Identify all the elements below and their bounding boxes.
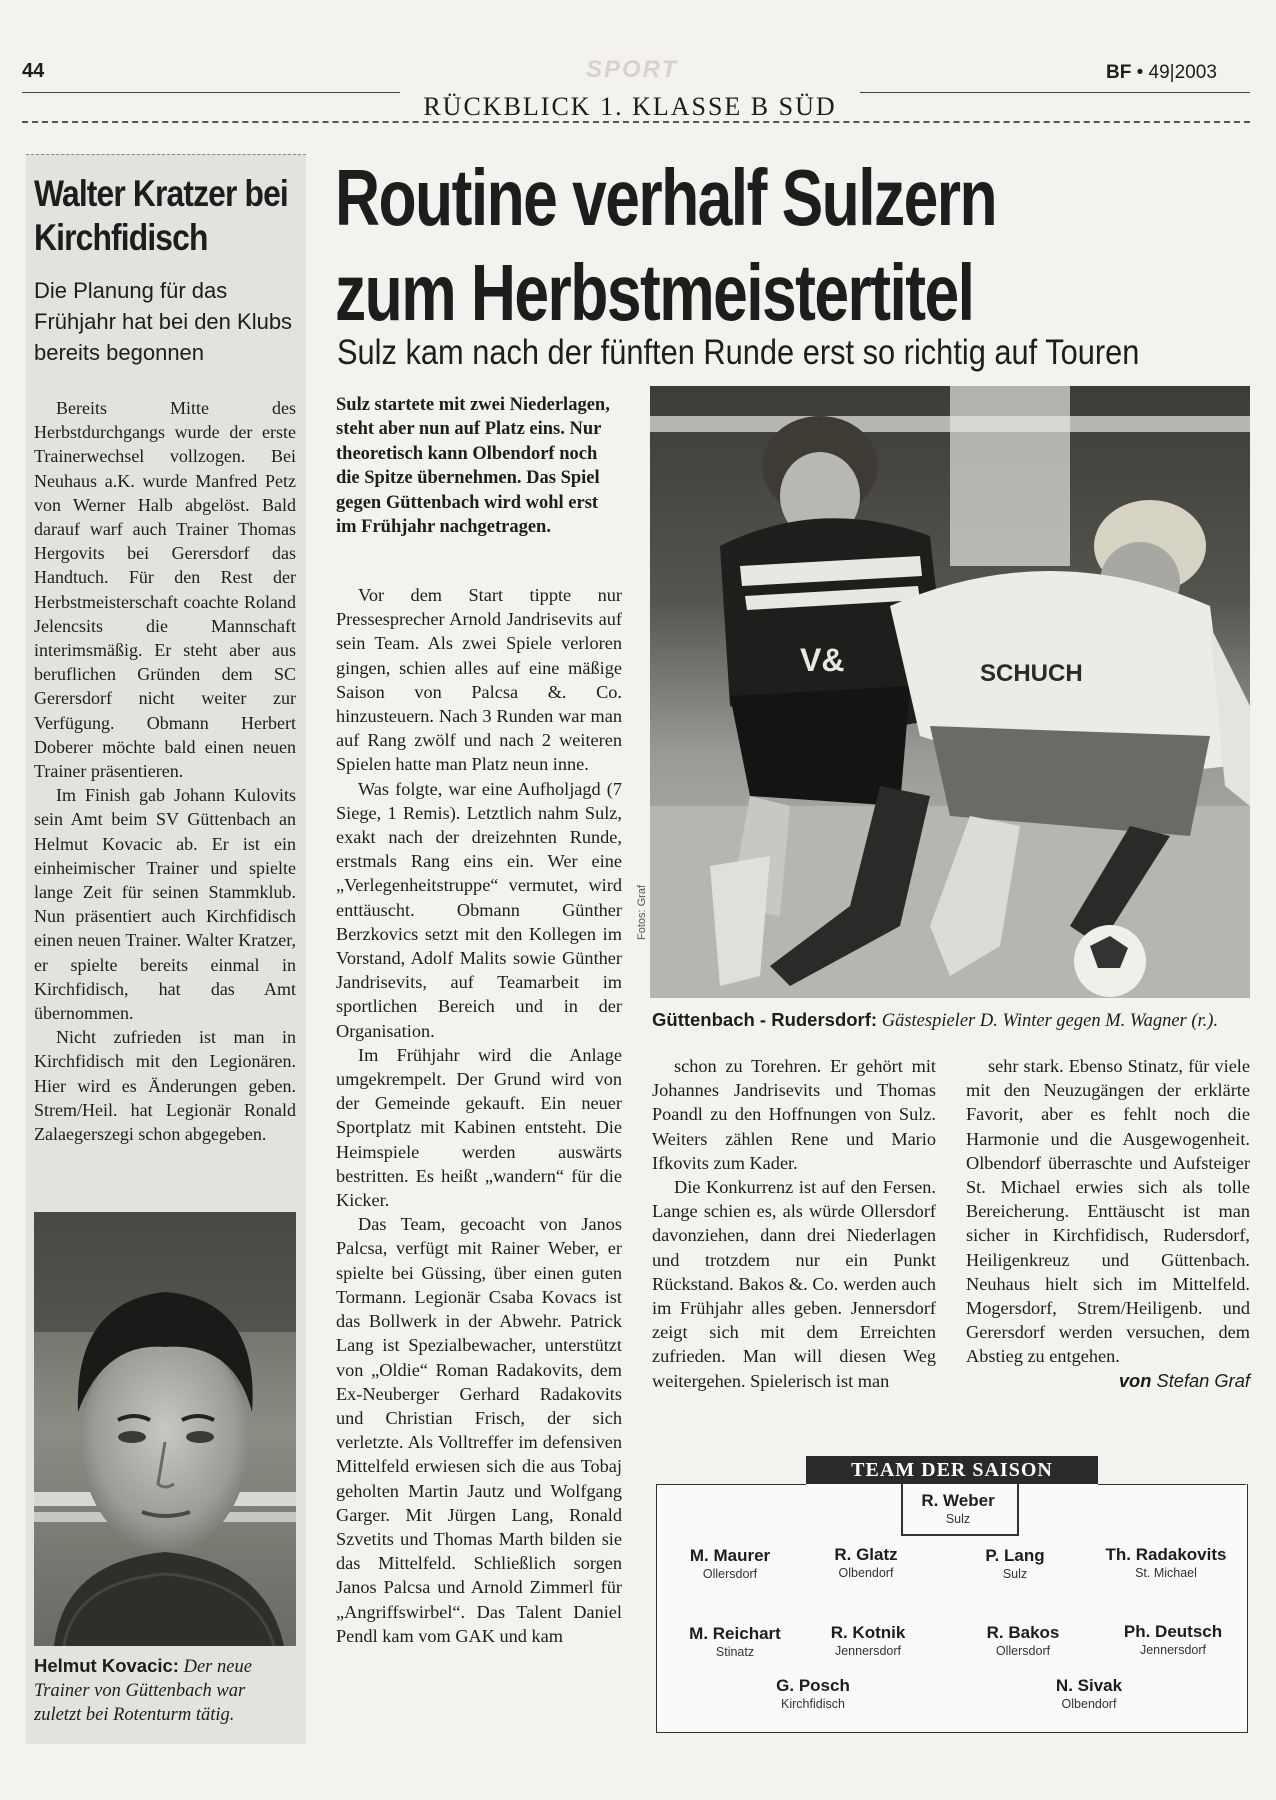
publication-name: BF <box>1106 62 1132 83</box>
article-paragraph: sehr stark. Ebenso Stinatz, für viele mit den Neuzugängen der erklärte Favorit, aber es fehlt noch die Harmonie und die Ausgewogenheit. Olbendorf überraschte und Aufsteiger St. Michael erwies sich als tolle Bereicherung. Enttäuscht ist man sicher in Kirchfidisch, Rudersdorf, Heiligenkreuz und Güttenbach. Neuhaus hielt sich im Mittelfeld. Mogersdorf, Strem/Heiligenb. und Gerersdorf werden versuchen, dem Abstieg zu entgehen. <box>966 1056 1250 1367</box>
photo-caption-name: Güttenbach - Rudersdorf: <box>652 1009 878 1030</box>
portrait-photo <box>34 1212 296 1646</box>
article-paragraph: Das Team, gecoacht von Janos Palcsa, verfügt mit Rainer Weber, er spielte bei Güssing, über einen guten Tormann. Legionär Csaba Kovacs ist das Bollwerk in der Abwehr. Patrick Lang ist Spezialbewacher, unterstützt von „Oldie“ Roman Radakovits, dem Ex-Neuberger Gerhard Radakovits und Christian Frisch, der sich verletzte. Als Volltreffer im defensiven Mittelfeld erwiesen sich die aus Tobaj geholten Martin Jautz und Wolfgang Garger. Mit Jürgen Lang, Ronald Szvetits und Thomas Marth bilden sie das Mittelfeld. Schließlich sorgen Janos Palcsa und Arnold Zimmerl für „Angriffswirbel“. Das Talent Daniel Pendl kam vom GAK und kam <box>336 1214 622 1646</box>
player-name: M. Maurer <box>689 1546 771 1565</box>
team-player <box>940 1546 1090 1582</box>
article-paragraph: Die Konkurrenz ist auf den Fersen. Lange schien es, als würde Ollersdorf davonziehen, dann drei Niederlagen und trotzdem nur ein Punkt Rückstand. Bakos &. Co. werden auch im Frühjahr alles geben. Jennersdorf zeigt sich mit dem Erreichten zufrieden. Man will diesen Weg weitergehen. Spielerisch ist man <box>652 1177 936 1391</box>
player-name: R. Weber <box>921 1491 995 1510</box>
article-paragraph: Im Frühjahr wird die Anlage umgekrempelt. Der Grund wird von der Gemeinde gekauft. Ein neuer Sportplatz mit Kabinen entsteht. Die Heimspiele werden auswärts bestritten. Es heißt „wandern“ für die Kicker. <box>336 1044 622 1211</box>
article-paragraph: Vor dem Start tippte nur Pressesprecher Arnold Jandrisevits auf sein Team. Als zwei Spiele verloren gingen, schien alles auf eine mäßige Saison von Palcsa &. Co. hinzusteuern. Nach 3 Runden war man auf Rang zwölf und nach 2 weiteren Spielen hatte man Platz neun inne. <box>336 585 622 775</box>
player-name: G. Posch <box>776 1676 850 1695</box>
issue-info <box>1106 62 1217 84</box>
team-box-border <box>656 1484 806 1485</box>
author-byline <box>966 1369 1250 1393</box>
team-player <box>791 1545 941 1581</box>
team-box-border <box>1098 1484 1246 1485</box>
article-paragraph: Was folgte, war eine Aufholjagd (7 Siege, 1 Remis). Letztlich nahm Sulz, exakt nach der dreizehnten Runde, erstmals Rang eins ein. Wer eine „Verlegenheitstruppe“ vermutet, wird enttäuscht. Obmann Günther Berzkovics setzt mit den Kollegen im Vorstand, Adolf Malits sowie Günther Jandrisevits, auf Teamarbeit im sportlichen Bereich und in der Organisation. <box>336 778 622 1041</box>
sidebar-title: Walter Kratzer bei Kirchfidisch <box>34 173 288 258</box>
team-player <box>738 1676 888 1712</box>
section-label: SPORT <box>586 56 679 83</box>
player-name: M. Reichart <box>689 1624 781 1643</box>
player-club: Olbendorf <box>838 1566 894 1580</box>
page-number: 44 <box>22 60 45 82</box>
photo-caption-text: Gästespieler D. Winter gegen M. Wagner (r.). <box>881 1011 1219 1031</box>
team-player <box>660 1624 810 1660</box>
article-column-3 <box>966 1054 1250 1393</box>
sidebar-body <box>34 396 296 1146</box>
sidebar-paragraph: Bereits Mitte des Herbstdurchgangs wurde der erste Trainerwechsel vollzogen. Bei Neuhaus a.K. wurde Manfred Petz von Werner Halb abgelöst. Bald darauf warf auch Trainer Thomas Hergovits bei Gerersdorf das Handtuch. Für den Rest der Herbstmeisterschaft coachte Roland Jelencsits die Mannschaft interimsmäßig. Er steht aber aus beruflichen Gründen dem SC Gerersdorf nicht weiter zur Verfügung. Obmann Herbert Doberer möchte bald einen neuen Trainer präsentieren. <box>34 398 296 782</box>
player-name: P. Lang <box>985 1546 1045 1565</box>
player-club: Sulz <box>945 1512 971 1526</box>
player-club: Ollersdorf <box>702 1567 758 1581</box>
bullet-separator: • <box>1136 62 1149 83</box>
photo-caption <box>652 1008 1252 1033</box>
player-name: Th. Radakovits <box>1105 1545 1227 1564</box>
kicker: RÜCKBLICK 1. KLASSE B SÜD <box>400 92 860 122</box>
player-club: Stinatz <box>715 1645 755 1659</box>
sidebar-paragraph: Nicht zufrieden ist man in Kirchfidisch mit den Legionären. Hier wird es Änderungen geben. Strem/Heil. hat Legionär Ronald Zalaegerszegi schon abgegeben. <box>34 1027 296 1145</box>
svg-text:V&: V& <box>800 642 845 678</box>
team-player <box>1091 1545 1241 1581</box>
player-name: N. Sivak <box>1055 1676 1123 1695</box>
team-player <box>1014 1676 1164 1712</box>
player-club: Olbendorf <box>1061 1697 1117 1711</box>
team-player <box>883 1491 1033 1527</box>
player-name: R. Kotnik <box>830 1623 906 1642</box>
portrait-caption-name: Helmut Kovacic: <box>34 1655 179 1676</box>
player-club: St. Michael <box>1135 1566 1197 1580</box>
portrait-caption <box>34 1654 296 1727</box>
team-player <box>948 1623 1098 1659</box>
headline-line: Routine verhalf Sulzern <box>335 153 997 242</box>
team-box-title: TEAM DER SAISON <box>806 1456 1098 1484</box>
player-club: Sulz <box>1002 1567 1028 1581</box>
team-player <box>793 1623 943 1659</box>
player-name: R. Glatz <box>834 1545 898 1564</box>
sidebar-paragraph: Im Finish gab Johann Kulovits sein Amt beim SV Güttenbach an Helmut Kovacic ab. Er ist ein einheimischer Trainer und spielte lange Zeit für seinen Stammklub. Nun präsentiert auch Kirchfidisch einen neuen Trainer. Walter Kratzer, er spielte bereits einmal in Kirchfidisch, hat das Amt übernommen. <box>34 785 296 1024</box>
article-paragraph: schon zu Torehren. Er gehört mit Johannes Jandrisevits und Thomas Poandl zu den Hoffnungen von Sulz. Weiters zählen Rene und Mario Ifkovits zum Kader. <box>652 1056 936 1173</box>
player-club: Jennersdorf <box>1139 1643 1206 1657</box>
author-name: Stefan Graf <box>1156 1369 1250 1391</box>
player-name: Ph. Deutsch <box>1123 1622 1223 1641</box>
article-column-2 <box>652 1054 936 1393</box>
author-prefix: von <box>1118 1369 1152 1391</box>
player-club: Ollersdorf <box>995 1644 1051 1658</box>
headline <box>335 150 1193 340</box>
match-photo <box>650 386 1250 998</box>
issue-number: 49|2003 <box>1148 62 1217 83</box>
article-column-1 <box>336 583 622 1648</box>
player-club: Jennersdorf <box>834 1644 901 1658</box>
sidebar-top-rule <box>26 154 306 155</box>
portrait-caption-text: Der neue Trainer von Güttenbach war zuletzt bei Rotenturm tätig. <box>34 1657 252 1725</box>
team-player <box>1098 1622 1248 1658</box>
player-club: Kirchfidisch <box>781 1697 845 1711</box>
photo-credit: Fotos: Graf <box>636 884 648 940</box>
article-lead: Sulz startete mit zwei Niederlagen, steht aber nun auf Platz eins. Nur theoretisch kann Olbendorf noch die Spitze übernehmen. Das Spiel gegen Güttenbach wird wohl erst im Frühjahr nachgetragen. <box>336 395 610 538</box>
header-dashed-rule <box>22 121 1250 123</box>
player-name: R. Bakos <box>986 1623 1060 1642</box>
headline-line: zum Herbstmeistertitel <box>335 248 974 337</box>
sidebar-subtitle: Die Planung für das Frühjahr hat bei den Klubs bereits begonnen <box>34 278 293 365</box>
team-player <box>655 1546 805 1582</box>
subheadline: Sulz kam nach der fünften Runde erst so richtig auf Touren <box>337 333 1140 372</box>
svg-text:SCHUCH: SCHUCH <box>980 660 1083 687</box>
